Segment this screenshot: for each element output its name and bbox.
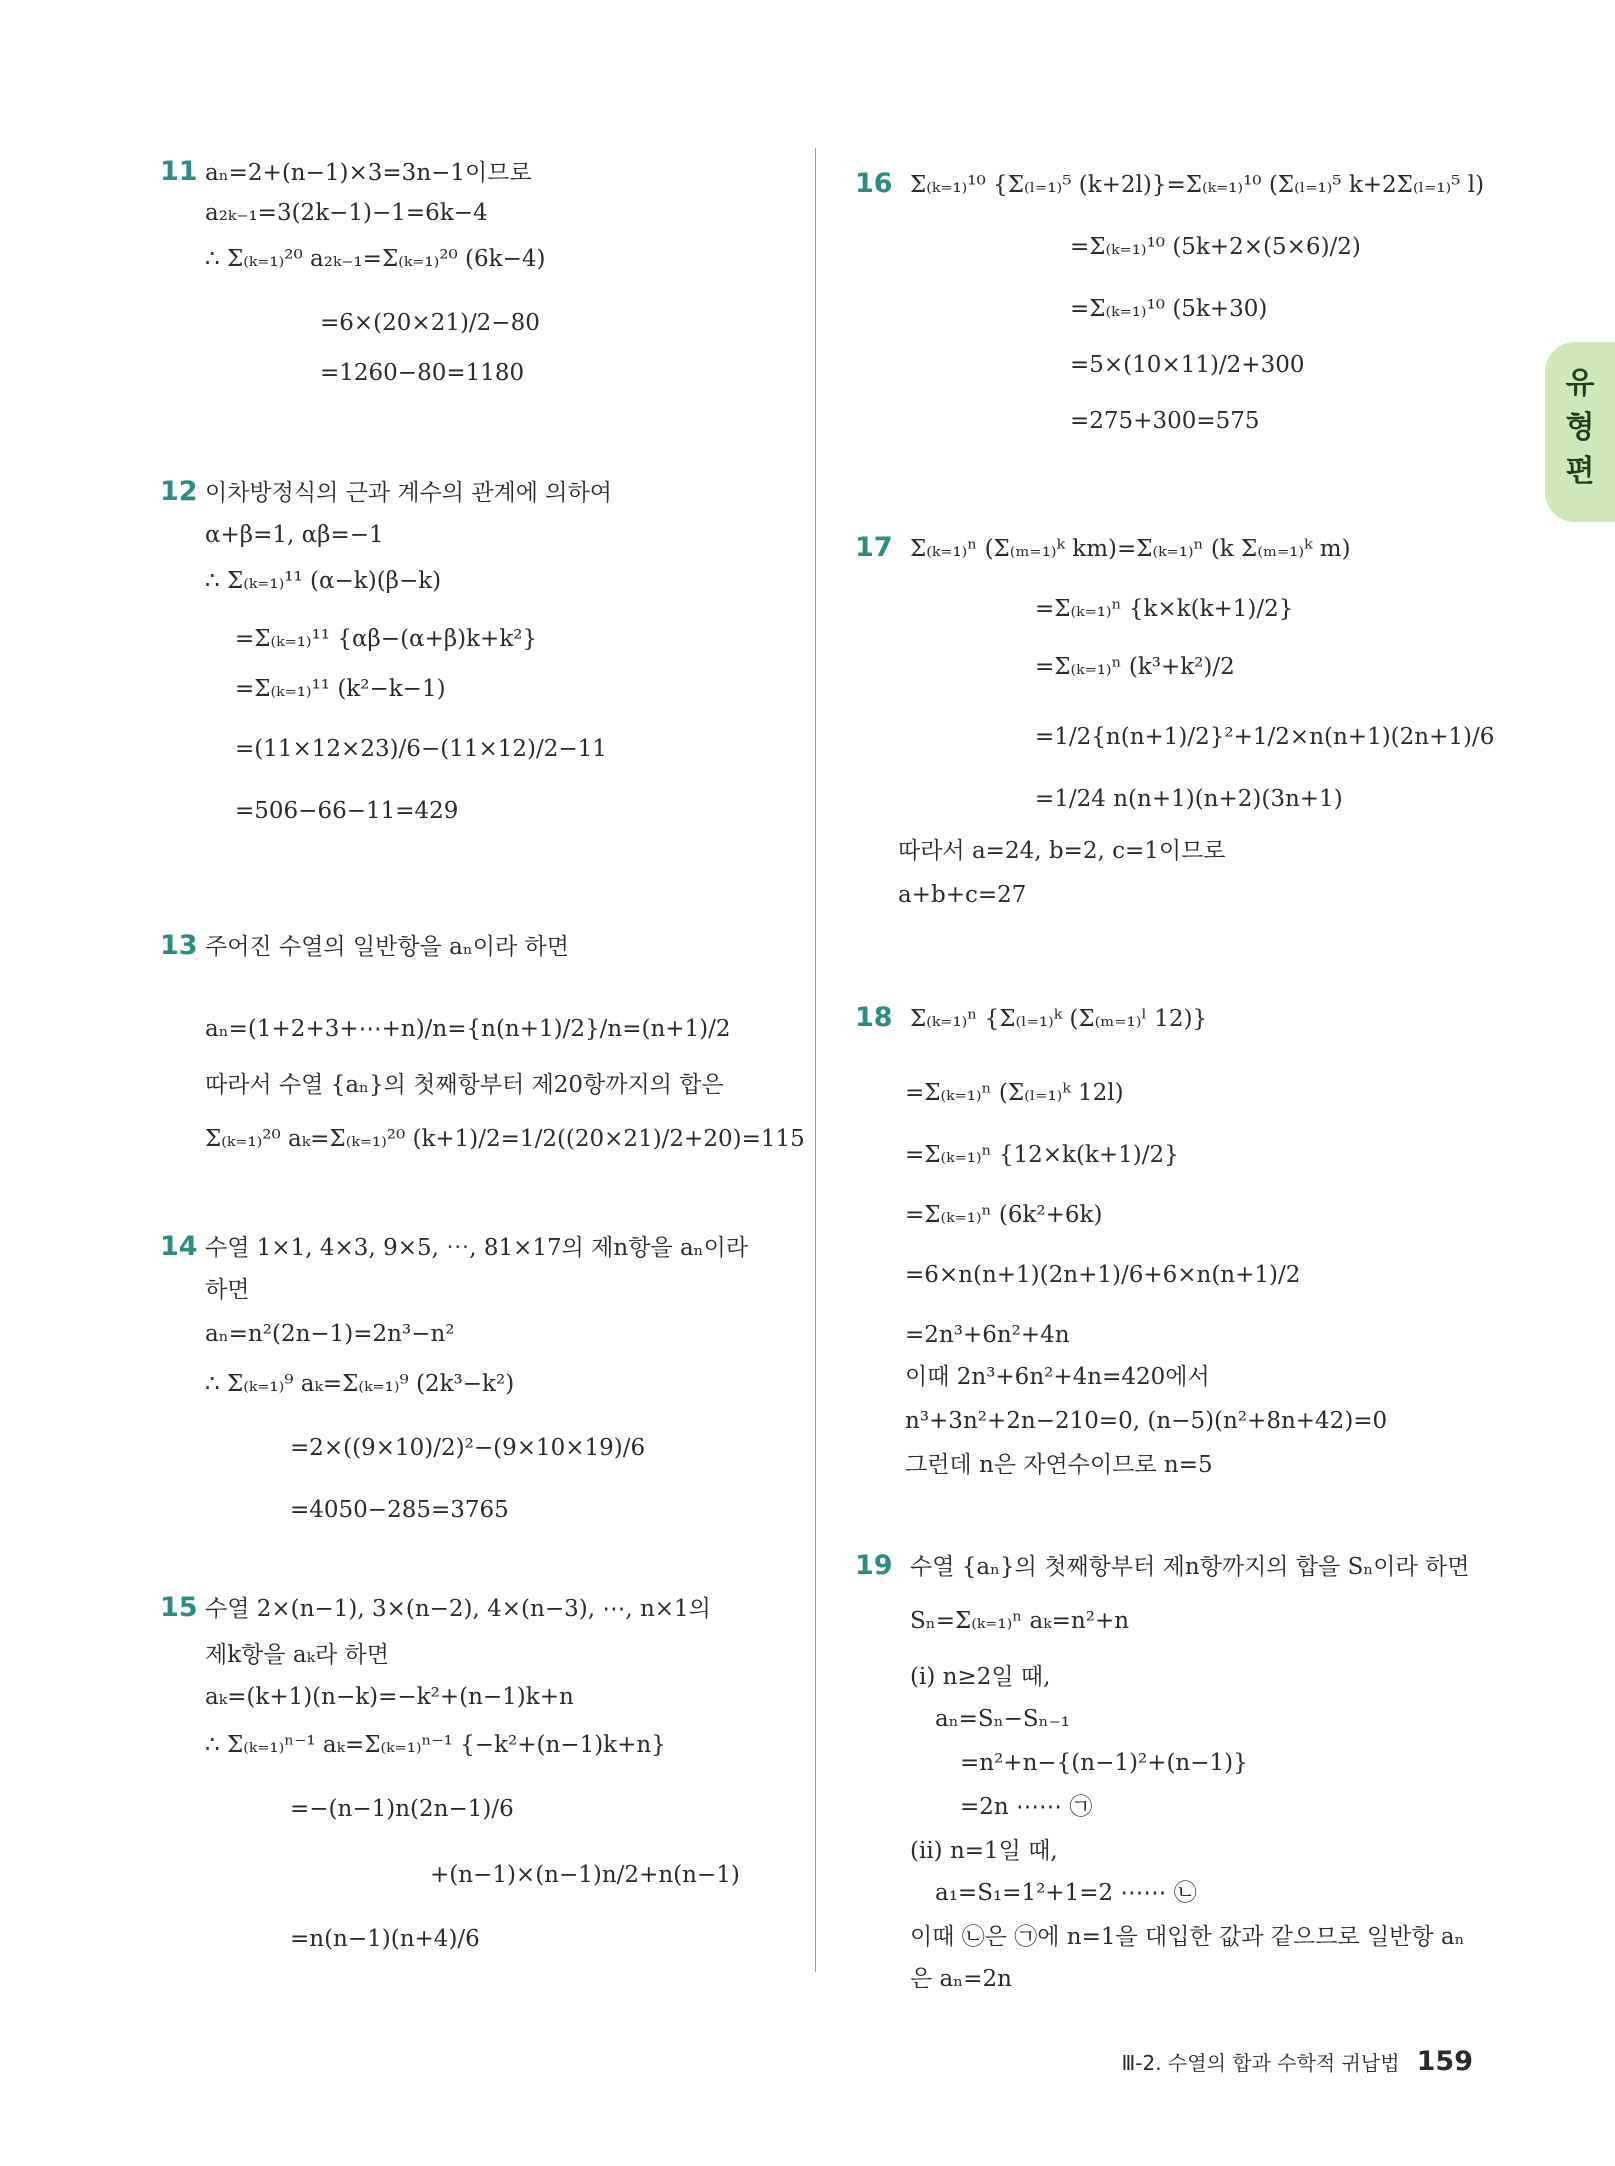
solution-line: 주어진 수열의 일반항을 aₙ이라 하면 (205, 934, 569, 960)
solution-line: a₁=S₁=1²+1=2 ⋯⋯ ㉡ (935, 1880, 1197, 1906)
problem-number: 16 (855, 168, 893, 199)
solution-line: =Σ₍ₖ₌₁₎ⁿ (Σ₍ₗ₌₁₎ᵏ 12l) (905, 1080, 1124, 1106)
solution-line: (ⅰ) n≥2일 때, (910, 1664, 1051, 1690)
problem-number: 14 (160, 1231, 198, 1262)
solution-line: =Σ₍ₖ₌₁₎ⁿ {12×k(k+1)/2} (905, 1142, 1179, 1168)
problem-number: 18 (855, 1002, 893, 1033)
solution-line: 은 aₙ=2n (910, 1966, 1012, 1992)
solution-line: Σ₍ₖ₌₁₎¹⁰ {Σ₍ₗ₌₁₎⁵ (k+2l)}=Σ₍ₖ₌₁₎¹⁰ (Σ₍ₗ₌₁₎⁵ k+2Σ₍ₗ₌₁₎⁵ l) (910, 172, 1485, 198)
solution-line: =2n ⋯⋯ ㉠ (960, 1794, 1093, 1820)
solution-line: 수열 1×1, 4×3, 9×5, ⋯, 81×17의 제n항을 aₙ이라 (205, 1235, 749, 1261)
problem-number: 12 (160, 476, 198, 507)
solution-line: aₙ=2+(n−1)×3=3n−1이므로 (205, 160, 532, 186)
footer-section-title: Ⅲ-2. 수열의 합과 수학적 귀납법 (1121, 2051, 1400, 2075)
solution-line: 따라서 수열 {aₙ}의 첫째항부터 제20항까지의 합은 (205, 1072, 724, 1098)
solution-line: =275+300=575 (1070, 408, 1260, 434)
solution-line: ∴ Σ₍ₖ₌₁₎⁹ aₖ=Σ₍ₖ₌₁₎⁹ (2k³−k²) (205, 1371, 515, 1397)
problem-number: 19 (855, 1550, 893, 1581)
solution-line: Σ₍ₖ₌₁₎ⁿ {Σ₍ₗ₌₁₎ᵏ (Σ₍ₘ₌₁₎ˡ 12)} (910, 1006, 1208, 1032)
problem-number: 15 (160, 1592, 198, 1623)
problem-number: 17 (855, 532, 893, 563)
solution-line: Σ₍ₖ₌₁₎²⁰ aₖ=Σ₍ₖ₌₁₎²⁰ (k+1)/2=1/2((20×21)/2+20)=115 (205, 1126, 805, 1152)
solution-line: =1260−80=1180 (320, 360, 525, 386)
solution-line: =Σ₍ₖ₌₁₎¹⁰ (5k+2×(5×6)/2) (1070, 234, 1361, 260)
solution-line: =Σ₍ₖ₌₁₎ⁿ (k³+k²)/2 (1035, 654, 1235, 680)
solution-line: ∴ Σ₍ₖ₌₁₎²⁰ a₂ₖ₋₁=Σ₍ₖ₌₁₎²⁰ (6k−4) (205, 246, 546, 272)
section-side-tab (1545, 342, 1615, 522)
solution-line: =(11×12×23)/6−(11×12)/2−11 (235, 736, 607, 762)
solution-line: =4050−285=3765 (290, 1497, 509, 1523)
solution-line: =6×n(n+1)(2n+1)/6+6×n(n+1)/2 (905, 1262, 1301, 1288)
solution-line: =506−66−11=429 (235, 798, 459, 824)
solution-line: Sₙ=Σ₍ₖ₌₁₎ⁿ aₖ=n²+n (910, 1608, 1130, 1634)
solution-line: =1/2{n(n+1)/2}²+1/2×n(n+1)(2n+1)/6 (1035, 724, 1495, 750)
problem-number: 13 (160, 930, 198, 961)
page-footer (1121, 2046, 1473, 2077)
solution-line: ∴ Σ₍ₖ₌₁₎¹¹ (α−k)(β−k) (205, 568, 442, 594)
solution-line: aₙ=Sₙ−Sₙ₋₁ (935, 1706, 1070, 1732)
solution-line: =n²+n−{(n−1)²+(n−1)} (960, 1750, 1248, 1776)
solution-line: 이때 ㉡은 ㉠에 n=1을 대입한 값과 같으므로 일반항 aₙ (910, 1924, 1465, 1950)
solution-line: 제k항을 aₖ라 하면 (205, 1642, 389, 1668)
solution-line: 수열 2×(n−1), 3×(n−2), 4×(n−3), ⋯, n×1의 (205, 1596, 711, 1622)
solution-line: 이때 2n³+6n²+4n=420에서 (905, 1364, 1210, 1390)
solution-line: n³+3n²+2n−210=0, (n−5)(n²+8n+42)=0 (905, 1408, 1388, 1434)
solution-line: =2×((9×10)/2)²−(9×10×19)/6 (290, 1435, 646, 1461)
solution-line: ∴ Σ₍ₖ₌₁₎ⁿ⁻¹ aₖ=Σ₍ₖ₌₁₎ⁿ⁻¹ {−k²+(n−1)k+n} (205, 1732, 666, 1758)
solution-line: =−(n−1)n(2n−1)/6 (290, 1796, 514, 1822)
solution-line: Σ₍ₖ₌₁₎ⁿ (Σ₍ₘ₌₁₎ᵏ km)=Σ₍ₖ₌₁₎ⁿ (k Σ₍ₘ₌₁₎ᵏ m) (910, 536, 1351, 562)
solution-line: =Σ₍ₖ₌₁₎¹¹ (k²−k−1) (235, 676, 446, 702)
solution-line: +(n−1)×(n−1)n/2+n(n−1) (430, 1862, 740, 1888)
solution-line: =2n³+6n²+4n (905, 1322, 1070, 1348)
solution-line: =Σ₍ₖ₌₁₎ⁿ {k×k(k+1)/2} (1035, 596, 1294, 622)
column-divider (815, 148, 816, 1972)
solution-line: =6×(20×21)/2−80 (320, 310, 540, 336)
solution-line: =5×(10×11)/2+300 (1070, 352, 1305, 378)
solution-line: =Σ₍ₖ₌₁₎¹¹ {αβ−(α+β)k+k²} (235, 626, 538, 652)
solution-line: aₖ=(k+1)(n−k)=−k²+(n−1)k+n (205, 1684, 574, 1710)
solution-line: aₙ=n²(2n−1)=2n³−n² (205, 1321, 455, 1347)
solution-line: =Σ₍ₖ₌₁₎¹⁰ (5k+30) (1070, 296, 1268, 322)
solution-line: =1/24 n(n+1)(n+2)(3n+1) (1035, 786, 1343, 812)
page-number: 159 (1416, 2046, 1473, 2077)
solution-line: =n(n−1)(n+4)/6 (290, 1926, 480, 1952)
solution-line: 이차방정식의 근과 계수의 관계에 의하여 (205, 480, 612, 506)
problem-number: 11 (160, 156, 198, 187)
solution-line: 따라서 a=24, b=2, c=1이므로 (898, 838, 1226, 864)
solution-line: =Σ₍ₖ₌₁₎ⁿ (6k²+6k) (905, 1202, 1103, 1228)
side-tab-label: 유형편 (1565, 366, 1595, 489)
solution-line: 수열 {aₙ}의 첫째항부터 제n항까지의 합을 Sₙ이라 하면 (910, 1554, 1470, 1580)
solution-line: a₂ₖ₋₁=3(2k−1)−1=6k−4 (205, 200, 488, 226)
solution-line: a+b+c=27 (898, 882, 1027, 908)
solution-line: aₙ=(1+2+3+⋯+n)/n={n(n+1)/2}/n=(n+1)/2 (205, 1016, 731, 1042)
solution-line: 하면 (205, 1277, 250, 1303)
solution-line: α+β=1, αβ=−1 (205, 522, 384, 548)
solution-line: (ⅱ) n=1일 때, (910, 1838, 1058, 1864)
solution-line: 그런데 n은 자연수이므로 n=5 (905, 1452, 1213, 1478)
